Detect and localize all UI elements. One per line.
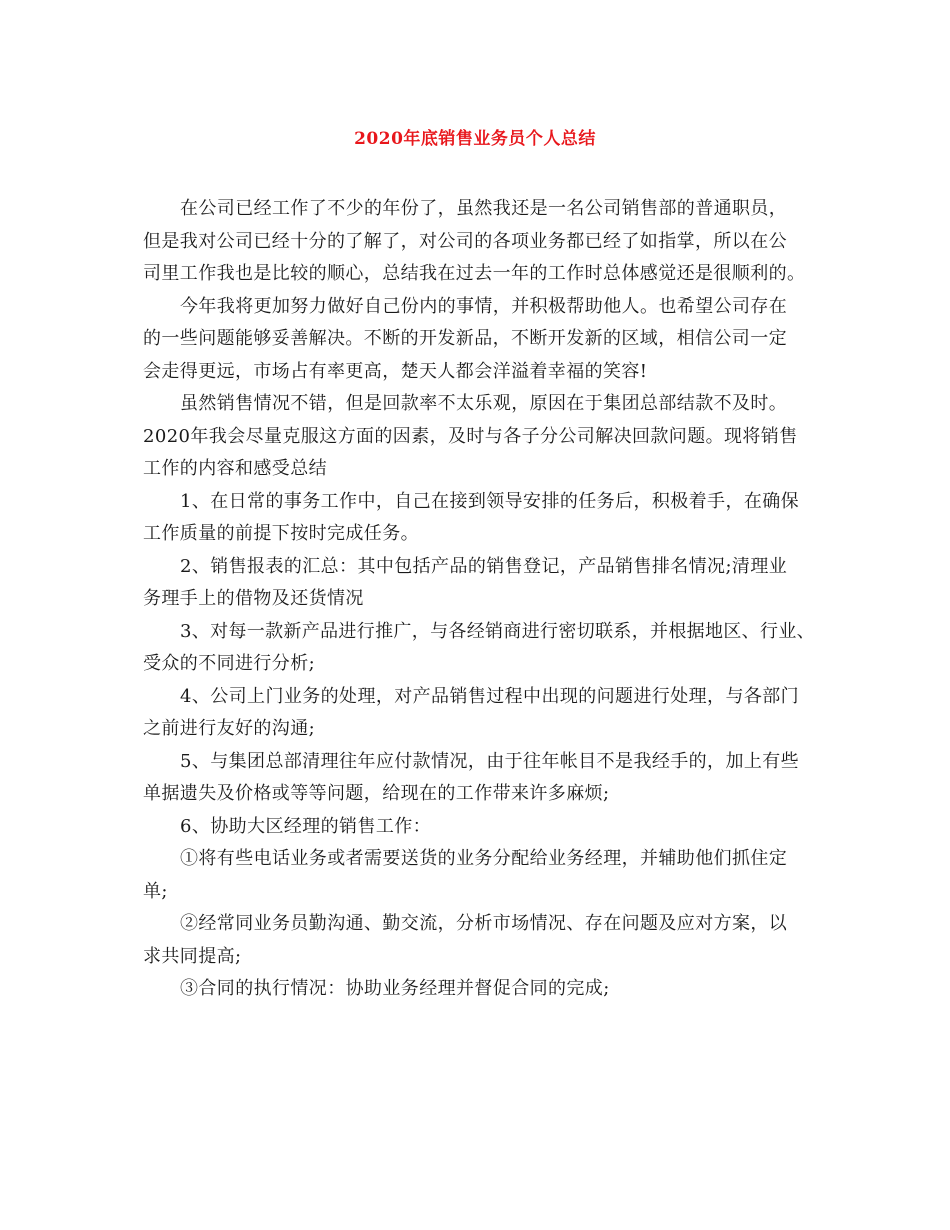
- text-line-21: ①将有些电话业务或者需要送货的业务分配给业务经理，并辅助他们抓住定: [180, 848, 788, 869]
- text-line-11: 工作质量的前提下按时完成任务。: [143, 523, 419, 544]
- text-line-19: 单据遗失及价格或等等问题，给现在的工作带来许多麻烦;: [143, 783, 610, 804]
- text-line-18: 5、与集团总部清理往年应付款情况，由于往年帐目不是我经手的，加上有些: [180, 750, 800, 772]
- text-line-12: 2、销售报表的汇总：其中包括产品的销售登记，产品销售排名情况;清理业: [180, 555, 788, 577]
- text-line-20: 6、协助大区经理的销售工作：: [180, 815, 432, 837]
- text-line-15: 受众的不同进行分析;: [143, 653, 316, 674]
- text-line-22: 单;: [143, 880, 168, 902]
- text-line-25: ③合同的执行情况：协助业务经理并督促合同的完成;: [180, 978, 610, 999]
- text-line-13: 务理手上的借物及还货情况: [143, 588, 364, 609]
- text-line-9: 工作的内容和感受总结: [143, 458, 327, 479]
- document-body: [143, 193, 815, 1006]
- text-line-1: 在公司已经工作了不少的年份了，虽然我还是一名公司销售部的普通职员，: [180, 198, 788, 219]
- text-line-24: 求共同提高;: [143, 945, 242, 967]
- text-line-8: 2020年我会尽量克服这方面的因素，及时与各子分公司解决回款问题。现将销售: [143, 425, 798, 447]
- text-line-3: 司里工作我也是比较的顺心，总结我在过去一年的工作时总体感觉还是很顺利的。: [143, 263, 806, 284]
- text-line-5: 的一些问题能够妥善解决。不断的开发新品，不断开发新的区域，相信公司一定: [143, 328, 787, 349]
- text-line-10: 1、在日常的事务工作中，自己在接到领导安排的任务后，积极着手，在确保: [180, 490, 800, 512]
- text-line-14: 3、对每一款新产品进行推广，与各经销商进行密切联系，并根据地区、行业、: [180, 620, 815, 642]
- text-line-4: 今年我将更加努力做好自己份内的事情，并积极帮助他人。也希望公司存在: [180, 295, 788, 317]
- text-line-2: 但是我对公司已经十分的了解了，对公司的各项业务都已经了如指掌，所以在公: [143, 230, 787, 252]
- text-line-23: ②经常同业务员勤沟通、勤交流，分析市场情况、存在问题及应对方案，以: [180, 913, 788, 934]
- text-line-16: 4、公司上门业务的处理，对产品销售过程中出现的问题进行处理，与各部门: [180, 685, 800, 707]
- text-line-6: 会走得更远，市场占有率更高，楚天人都会洋溢着幸福的笑容!: [143, 360, 648, 382]
- text-line-17: 之前进行友好的沟通;: [143, 718, 316, 739]
- document-title: 2020年底销售业务员个人总结: [354, 129, 596, 149]
- text-line-7: 虽然销售情况不错，但是回款率不太乐观，原因在于集团总部结款不及时。: [180, 393, 788, 414]
